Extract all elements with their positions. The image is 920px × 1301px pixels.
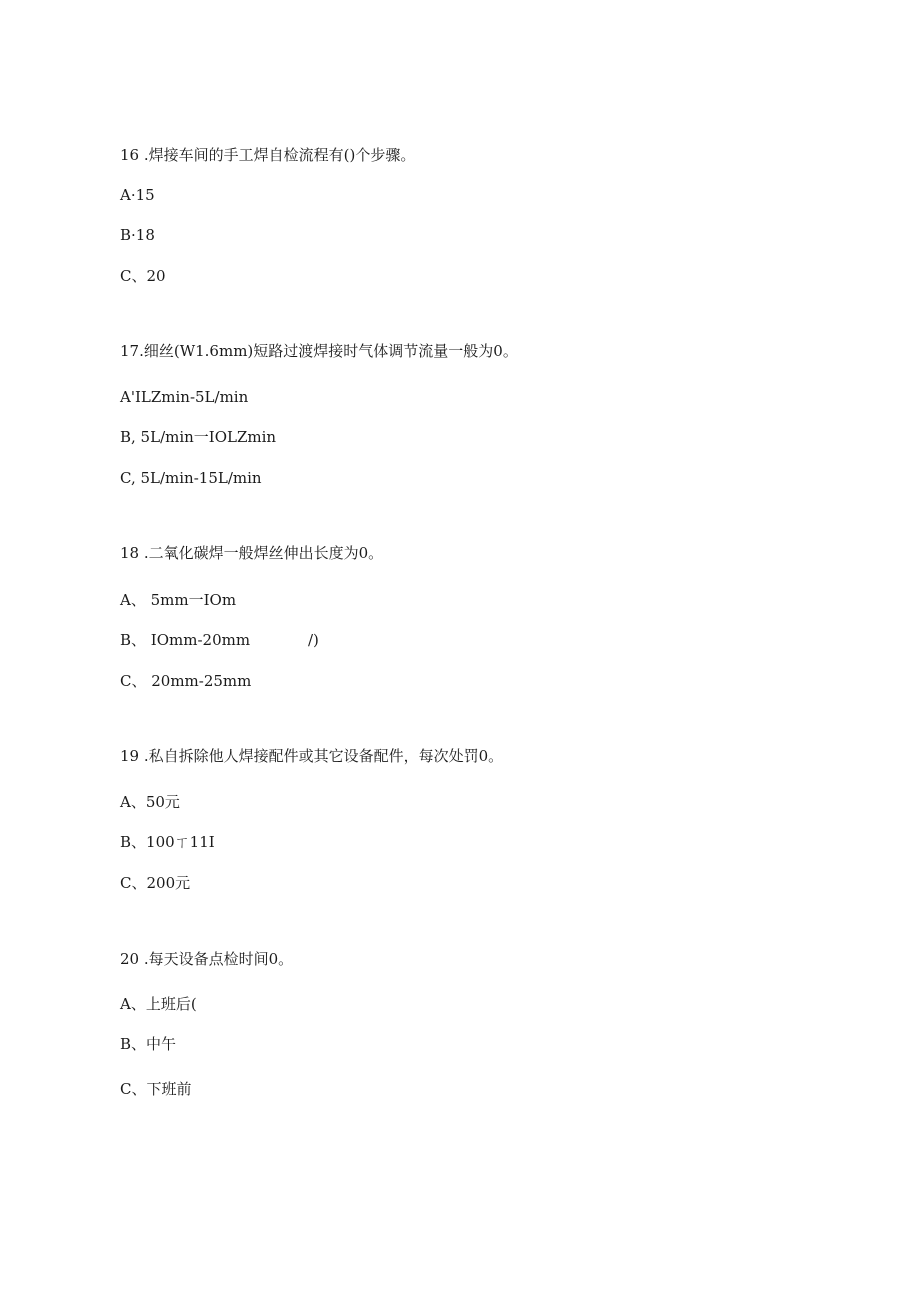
question-16-option-c: C、20 <box>120 267 166 285</box>
question-16-stem: 16 .焊接车间的手工焊自检流程有()个步骤。 <box>120 146 416 164</box>
question-18-stray-mark: /) <box>308 631 319 649</box>
question-18-option-a: A、 5mm一IOm <box>120 591 237 609</box>
question-16-option-a: A·15 <box>120 186 155 204</box>
question-18-stem: 18 .二氧化碳焊一般焊丝伸出长度为0。 <box>120 544 384 562</box>
question-17-stem: 17.细丝(W1.6mm)短路过渡焊接时气体调节流量一般为0。 <box>120 342 518 360</box>
question-20-stem: 20 .每天设备点检时间0。 <box>120 950 294 968</box>
question-18-option-c: C、 20mm-25mm <box>120 672 252 690</box>
question-20-option-a: A、上班后( <box>120 995 197 1013</box>
question-16-option-b: B·18 <box>120 226 155 244</box>
question-20-option-c: C、下班前 <box>120 1080 192 1098</box>
question-19-option-b: B、100ㄒ11I <box>120 833 215 851</box>
question-19-option-c: C、200元 <box>120 874 191 892</box>
question-17-option-c: C, 5L/min-15L/min <box>120 469 262 487</box>
question-19-option-a: A、50元 <box>120 793 180 811</box>
question-19-stem: 19 .私自拆除他人焊接配件或其它设备配件，每次处罚0。 <box>120 747 504 765</box>
question-20-option-b: B、中午 <box>120 1035 177 1053</box>
question-17-option-a: A'ILZmin-5L/min <box>120 388 249 406</box>
question-18-option-b: B、 IOmm-20mm <box>120 631 251 649</box>
question-17-option-b: B, 5L/min一IOLZmin <box>120 428 277 446</box>
